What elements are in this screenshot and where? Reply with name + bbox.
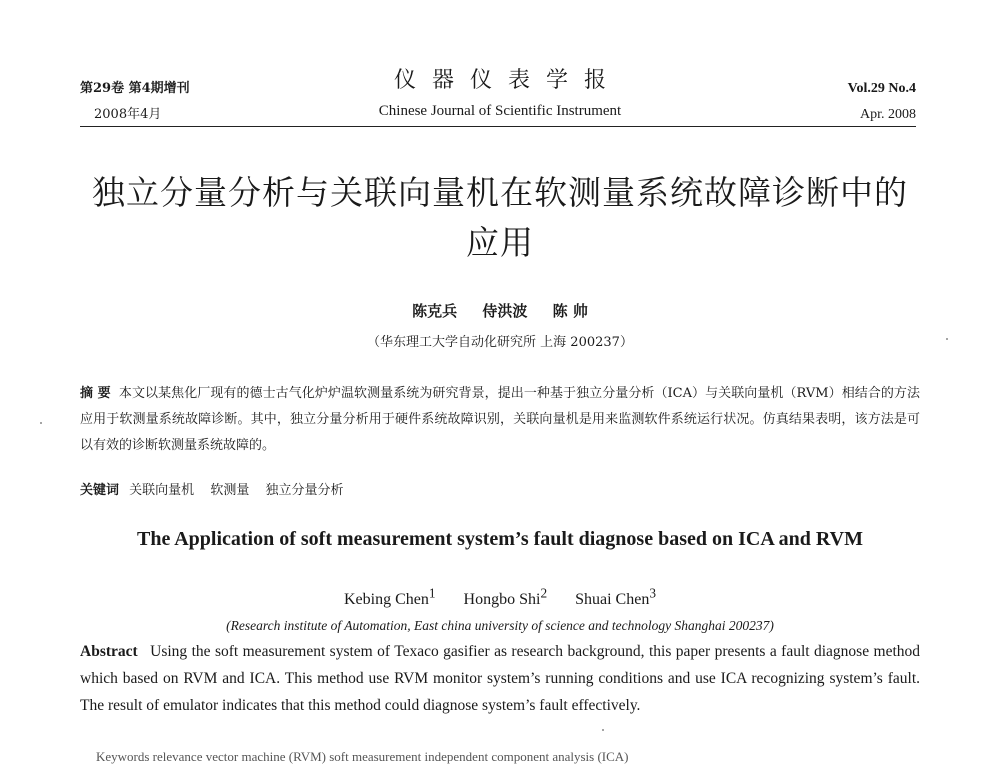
journal-title-cn: 仪器仪表学报	[393, 68, 622, 93]
keyword-cn: 软测量	[210, 483, 250, 498]
author-en-sup: 1	[428, 586, 436, 601]
keyword-cn: 关联向量机	[129, 483, 195, 498]
keywords-cn	[80, 481, 355, 501]
volume-en: Vol.29 No.4	[847, 81, 916, 96]
keyword-cn: 独立分量分析	[265, 483, 344, 498]
cut-off-keywords-en: Keywords relevance vector machine (RVM) soft measurement independent component analysis (ICA)	[96, 749, 629, 764]
scan-speck	[602, 729, 604, 731]
volume-issue-cn: 第29卷 第4期增刊	[80, 81, 190, 96]
author-cn: 陈克兵	[412, 302, 458, 320]
header-right	[848, 76, 916, 128]
date-cn: 2008年4月	[94, 107, 162, 122]
affiliation-cn: （华东理工大学自动化研究所 上海 200237）	[367, 335, 633, 350]
abstract-en	[80, 638, 920, 719]
keywords-cn-label: 关键词	[80, 483, 120, 498]
abstract-cn	[80, 381, 920, 459]
author-cn: 侍洪波	[482, 302, 528, 320]
author-en-name: Shuai Chen	[575, 591, 650, 609]
abstract-cn-text: 本文以某焦化厂现有的德士古气化炉炉温软测量系统为研究背景，提出一种基于独立分量分析（ICA）与关联向量机（RVM）相结合的方法应用于软测量系统故障诊断。其中，独立分量分析用于硬件系统故障识别，关联向量机是用来监测软件系统运行状况。仿真结果表明，该方法是可以有效的诊断软测量系统故障的。	[80, 386, 920, 453]
header-center	[330, 66, 670, 124]
author-en	[343, 586, 436, 609]
header-rule	[80, 126, 916, 127]
date-en: Apr. 2008	[860, 107, 916, 122]
author-cn: 陈 帅	[552, 302, 588, 320]
paper-title-en: The Application of soft measurement system’s fault diagnose based on ICA and RVM	[136, 528, 863, 550]
scan-speck	[946, 338, 948, 340]
author-en-sup: 2	[540, 586, 548, 601]
abstract-en-label: Abstract	[80, 643, 138, 660]
header-left	[80, 76, 190, 128]
journal-title-en: Chinese Journal of Scientific Instrument	[378, 103, 622, 119]
abstract-cn-label: 摘 要	[80, 386, 111, 401]
scan-speck	[40, 422, 42, 424]
author-en-name: Hongbo Shi	[463, 591, 541, 609]
authors-en	[0, 586, 1000, 609]
author-en-sup: 3	[649, 586, 656, 601]
authors-cn	[0, 300, 1000, 321]
author-en	[463, 586, 548, 609]
author-en	[575, 586, 656, 609]
abstract-en-text: Using the soft measurement system of Texaco gasifier as research background, this paper presents a fault diagnose method which based on RVM and ICA. This method use RVM monitor system’s running conditions and use ICA recognizing system’s fault. The result of emulator indicates that this method could diagnose system’s fault effectively.	[80, 643, 921, 714]
author-en-name: Kebing Chen	[343, 591, 429, 609]
paper-title-cn: 独立分量分析与关联向量机在软测量系统故障诊断中的应用	[92, 173, 908, 262]
affiliation-en: (Research institute of Automation, East china university of science and technology Shanghai 200237)	[226, 618, 774, 633]
